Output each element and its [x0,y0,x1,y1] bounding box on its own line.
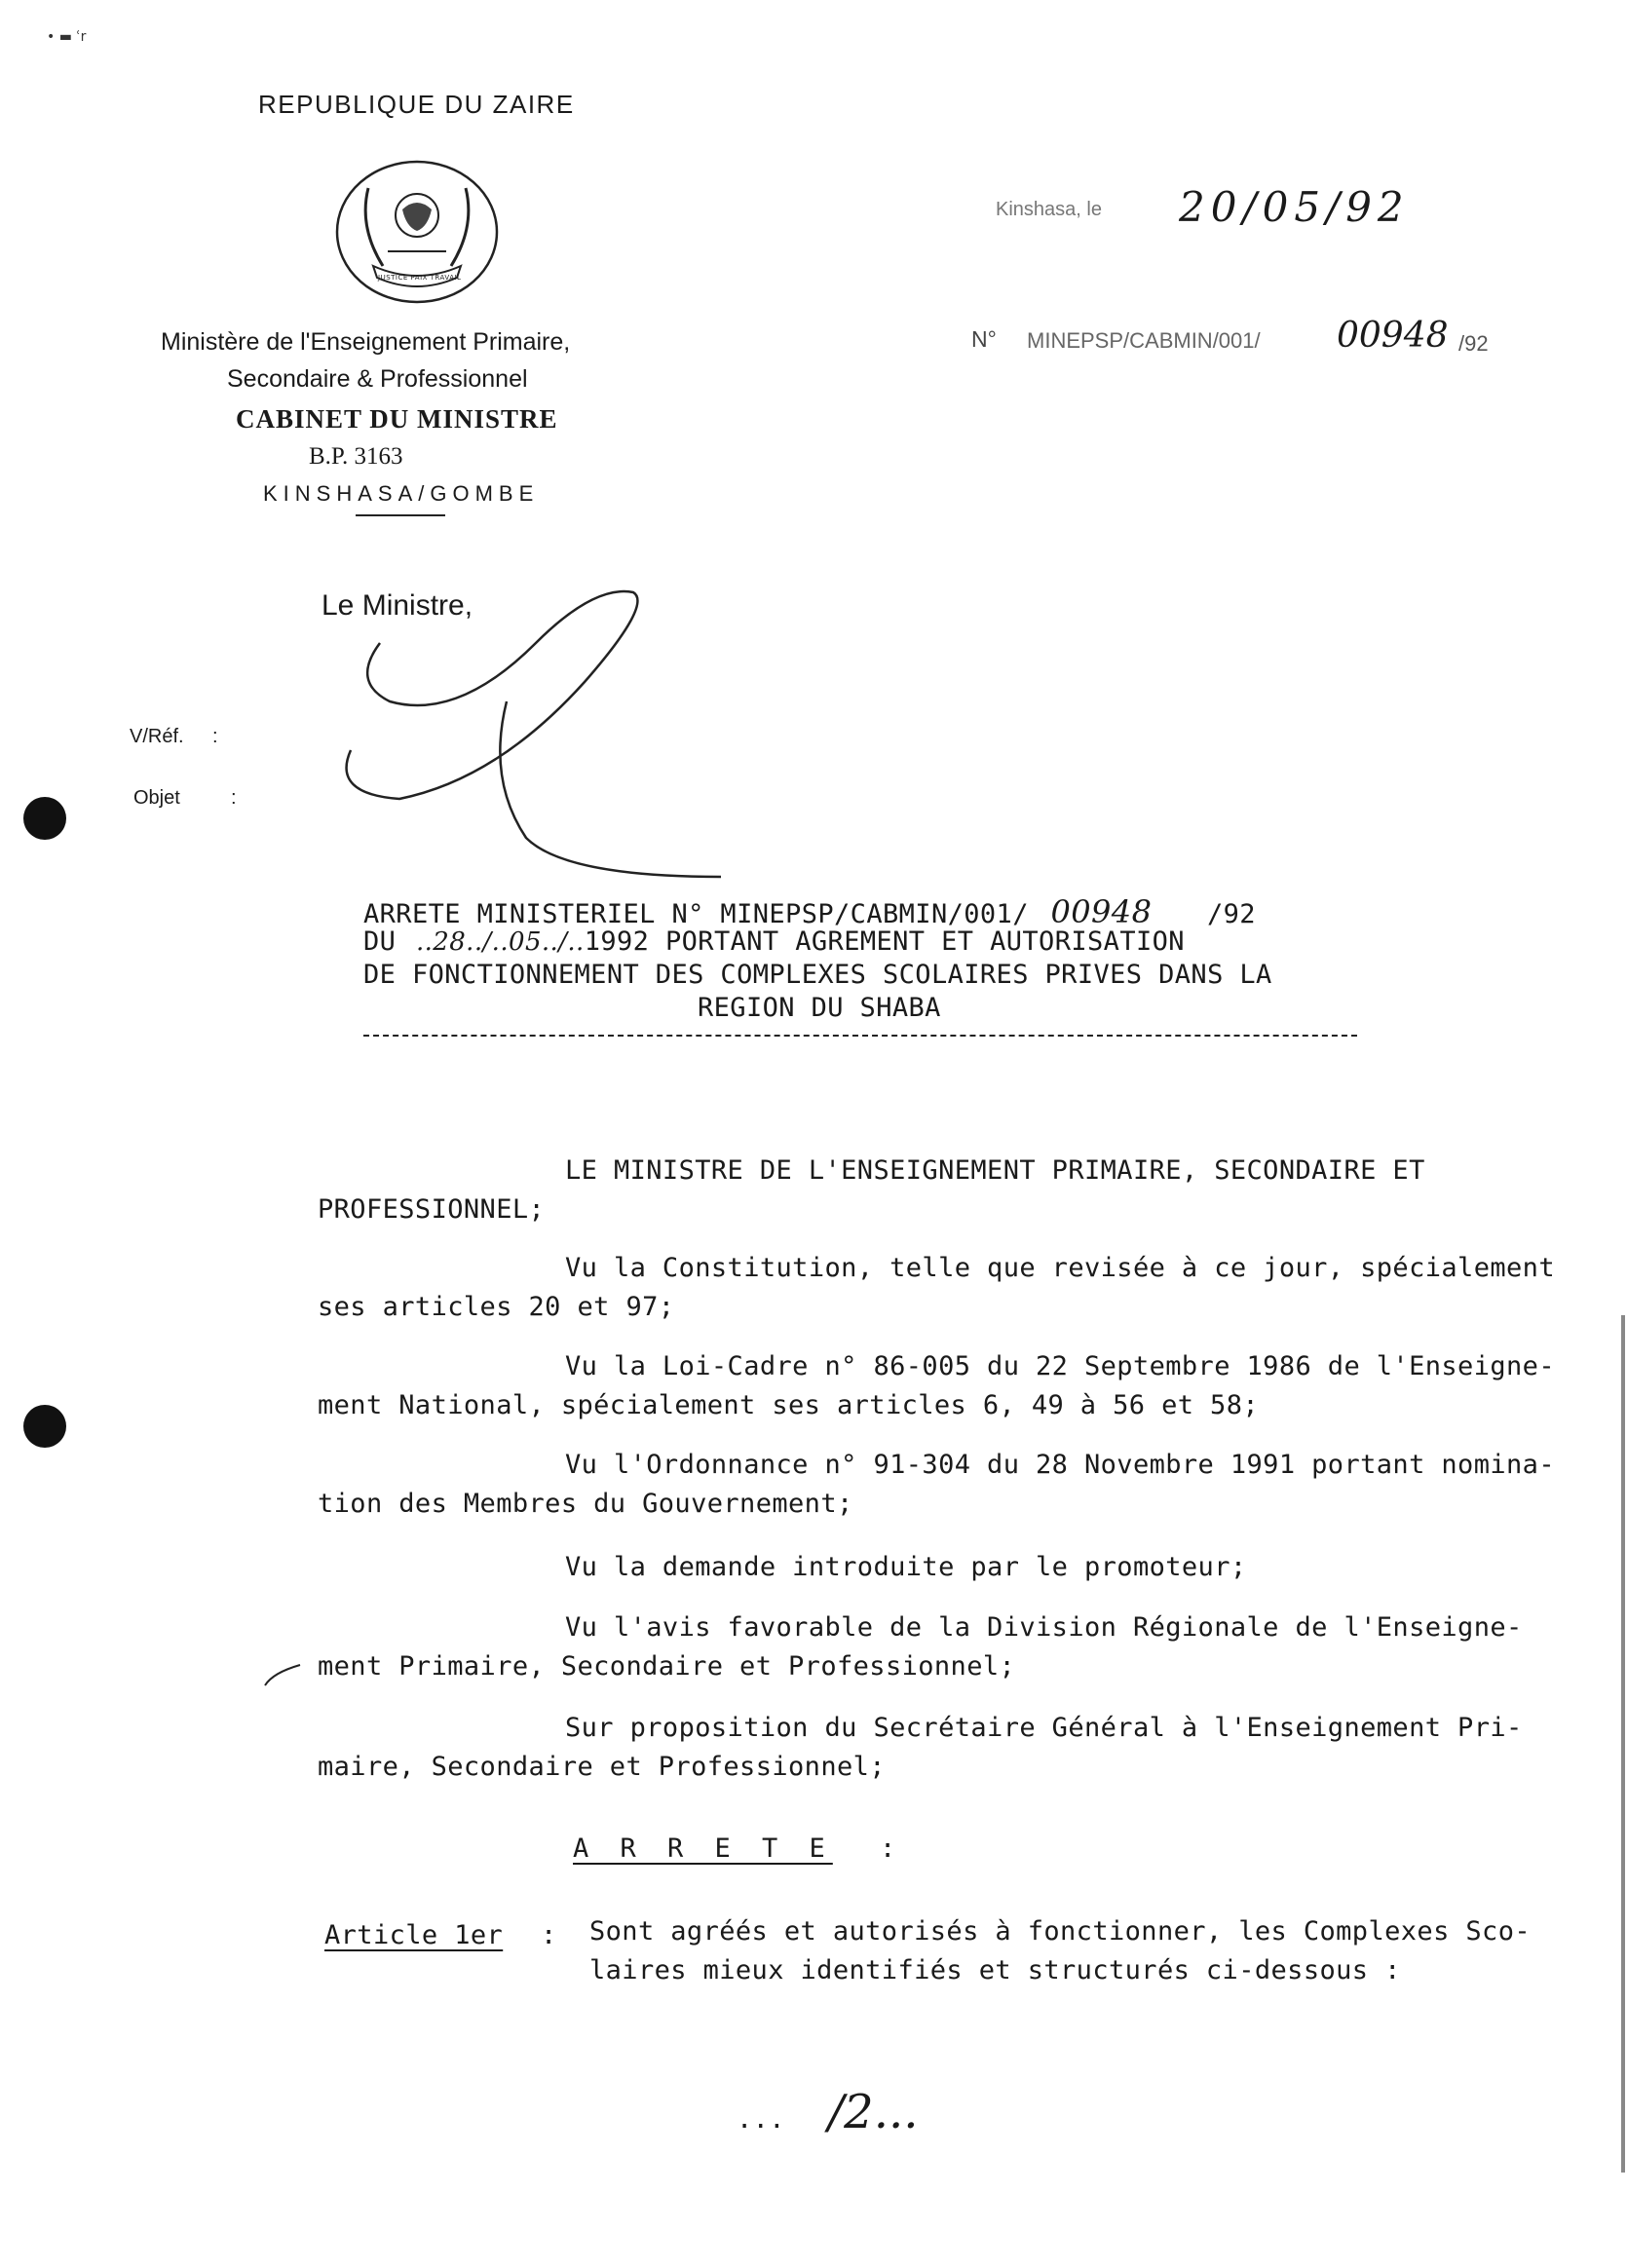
subject-date-handwritten: ..28../..05../.. [415,927,585,957]
city-line: KINSHASA/GOMBE [263,481,540,506]
subject-line-2-suffix: 1992 PORTANT AGREMENT ET AUTORISATION [584,926,1185,957]
punch-hole-bottom [23,1405,66,1448]
subject-line-2 [363,926,1185,957]
ref-year: /92 [1458,331,1489,356]
p4-line-1: Vu l'Ordonnance n° 91-304 du 28 Novembre 1991 portant nomina- [565,1450,1555,1480]
objet-colon: : [231,787,237,809]
p2-line-2: ses articles 20 et 97; [318,1292,675,1322]
p3-line-1: Vu la Loi-Cadre n° 86-005 du 22 Septembre 1986 de l'Enseigne- [565,1351,1555,1381]
p6-line-2: ment Primaire, Secondaire et Professionnel; [318,1651,1016,1682]
subject-separator [363,1035,1357,1037]
handwritten-date: 20/05/92 [1179,183,1410,231]
subject-line-4: REGION DU SHABA [698,993,941,1023]
seal-motto: JUSTICE PAIX TRAVAIL [378,274,462,282]
page-continuation-handwritten: /2... [828,2085,919,2139]
p6-line-1: Vu l'avis favorable de la Division Régionale de l'Enseigne- [565,1612,1523,1643]
republic-heading: REPUBLIQUE DU ZAIRE [258,90,575,119]
minister-signature [312,585,682,896]
corner-scan-mark: • ▬ ʿr [47,29,87,45]
arrete-heading: A R R E T E [573,1833,833,1864]
article-1-label: Article 1er [324,1920,504,1950]
p3-line-2: ment National, spécialement ses articles 6, 49 à 56 et 58; [318,1390,1260,1420]
vref-label: V/Réf. [130,726,184,747]
p4-line-2: tion des Membres du Gouvernement; [318,1489,853,1519]
subject-line-3: DE FONCTIONNEMENT DES COMPLEXES SCOLAIRES PRIVES DANS LA [363,960,1272,990]
subject-line-1 [363,893,1256,930]
p7-line-2: maire, Secondaire et Professionnel; [318,1752,886,1782]
arrete-colon: : [880,1833,896,1864]
article-1-colon: : [541,1920,557,1950]
scan-edge-line [1621,1315,1625,2173]
ref-number-handwritten: 00948 [1337,316,1449,356]
ref-prefix: N° [971,326,997,352]
objet-label: Objet [133,787,180,809]
p7-line-1: Sur proposition du Secrétaire Général à l'Enseignement Pri- [565,1713,1523,1743]
ministry-line-1: Ministère de l'Enseignement Primaire, [161,328,571,356]
p5-line-1: Vu la demande introduite par le promoteur; [565,1552,1247,1582]
ministry-line-2: Secondaire & Professionnel [227,365,528,393]
subject-number-handwritten: 00948 [1050,893,1153,930]
po-box: B.P. 3163 [309,443,403,470]
salutation: Le Ministre, [322,589,473,622]
margin-pen-mark [263,1661,302,1690]
vref-colon: : [212,726,218,747]
article-1-line-1: Sont agréés et autorisés à fonctionner, les Complexes Sco- [589,1916,1532,1947]
subject-du: DU [363,926,397,957]
p1-line-2: PROFESSIONNEL; [318,1194,546,1225]
subject-line-1-prefix: ARRETE MINISTERIEL N° MINEPSP/CABMIN/001/ [363,899,1029,929]
p1-line-1: LE MINISTRE DE L'ENSEIGNEMENT PRIMAIRE, SECONDAIRE ET [565,1155,1425,1186]
letterhead-rule [356,514,445,516]
place-date-prefix: Kinshasa, le [996,199,1102,220]
punch-hole-top [23,797,66,840]
subject-line-1-suffix: /92 [1206,899,1256,929]
national-seal [334,159,500,305]
cabinet-heading: CABINET DU MINISTRE [236,404,558,434]
p2-line-1: Vu la Constitution, telle que revisée à ce jour, spécialement [565,1253,1555,1283]
continuation-dots: ... [737,2104,785,2135]
ref-code: MINEPSP/CABMIN/001/ [1027,328,1261,353]
article-1-line-2: laires mieux identifiés et structurés ci-dessous : [589,1955,1401,1985]
